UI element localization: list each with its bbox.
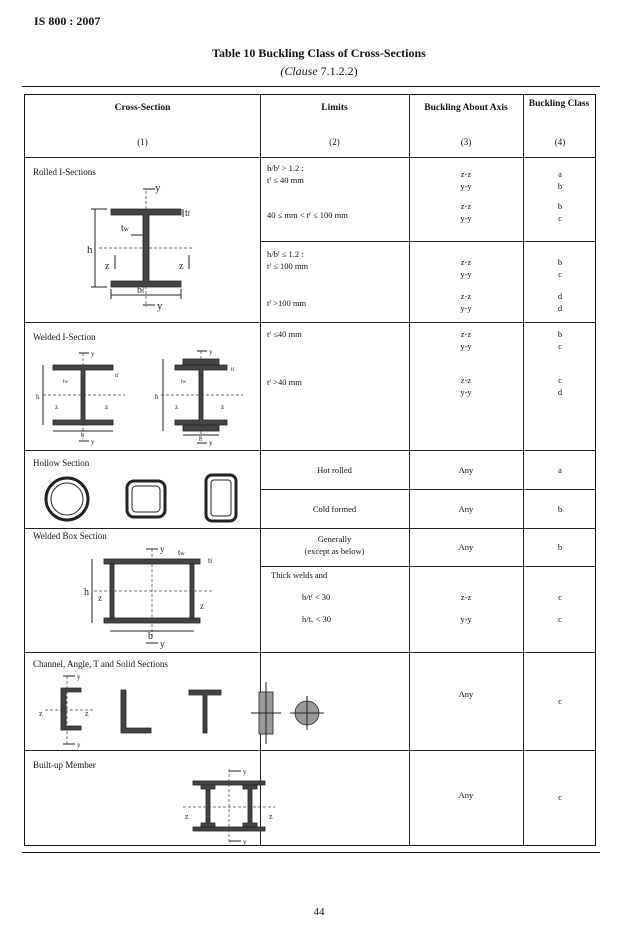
class-value: c [558,592,562,602]
svg-text:z: z [185,812,189,821]
axis-any: Any [458,542,474,552]
class-value: b [557,181,563,191]
axis-zz: z-z [460,169,472,179]
svg-text:h: h [155,393,159,401]
svg-text:y: y [77,673,81,681]
svg-text:y: y [160,639,165,649]
box-limit-generally: Generally [317,534,352,544]
axis-any: Any [458,689,474,699]
class-value: a [558,465,562,475]
rolled-limit-tf-gt100: tᶠ >100 mm [267,298,307,308]
class-value: c [558,614,562,624]
row-divider-header [25,157,595,158]
svg-text:z: z [221,403,225,411]
rolled-limit-tf-le100: tᶠ ≤ 100 mm [267,261,309,271]
axis-any: Any [458,465,474,475]
channel-angle-t-solid-diagram [37,672,337,748]
class-value: b [557,257,563,267]
svg-text:z: z [200,601,204,611]
box-limit-except: (except as below) [304,546,365,556]
axis-zz: z-z [460,592,472,602]
col-num-3: (3) [460,137,472,147]
svg-text:tw: tw [63,379,69,385]
class-value: c [558,341,562,351]
hollow-limit-cold-formed: Cold formed [312,504,357,514]
rolled-limit-hb-gt: h/bᶠ > 1.2 : [267,163,304,173]
row-divider-rolled [25,322,595,323]
section-label-channel: Channel, Angle, T and Solid Sections [33,659,168,669]
svg-text:y: y [243,838,247,846]
col-num-4: (4) [554,137,566,147]
svg-text:tf: tf [231,367,235,373]
class-value: c [558,375,562,385]
class-value: c [558,792,562,802]
welded-i-section-diagram-2 [153,349,263,445]
welded-i-section-diagram-1 [35,349,145,445]
svg-text:z: z [175,403,179,411]
svg-text:y: y [91,438,95,446]
svg-text:b: b [199,437,202,443]
axis-yy: y-y [460,269,472,279]
table-title: Table 10 Buckling Class of Cross-Sections [212,46,426,60]
rolled-limit-tf-40-100: 40 ≤ mm < tᶠ ≤ 100 mm [267,210,348,220]
class-value: c [558,213,562,223]
svg-text:y: y [160,544,165,554]
svg-text:y: y [243,768,247,776]
welded-limit-tf-gt40: tᶠ >40 mm [267,377,302,387]
svg-text:b: b [81,433,84,439]
col-header-class: Buckling Class [528,99,590,109]
row-divider-hollow-sub [260,489,595,490]
row-divider-box-sub [260,566,595,567]
svg-text:z: z [98,593,102,603]
section-label-rolled: Rolled I-Sections [33,167,96,177]
class-value: b [557,542,563,552]
svg-text:tf: tf [115,373,119,379]
builtup-member-diagram [165,767,295,845]
row-divider-hollow [25,528,595,529]
axis-yy: y-y [460,213,472,223]
class-value: b [557,504,563,514]
axis-any: Any [458,790,474,800]
row-divider-rolled-sub [260,241,595,242]
axis-zz: z-z [460,257,472,267]
svg-text:bf: bf [137,285,145,296]
row-divider-box [25,652,595,653]
svg-text:y: y [209,439,213,447]
row-divider-channel [25,750,595,751]
axis-yy: y-y [460,303,472,313]
class-value: c [558,269,562,279]
svg-text:tw: tw [181,379,187,385]
bottom-rule [22,852,600,853]
row-divider-welded-i [25,450,595,451]
svg-text:y: y [209,348,213,356]
svg-text:y: y [77,741,81,749]
rolled-limit-hb-le: h/bᶠ ≤ 1.2 : [267,249,304,259]
section-label-builtup: Built-up Member [33,760,96,770]
axis-zz: z-z [460,201,472,211]
axis-zz: z-z [460,375,472,385]
svg-text:y: y [157,300,163,312]
svg-text:tf: tf [185,208,191,219]
hollow-sections-diagram [43,475,243,523]
box-limit-h-tw: h/tᵥ < 30 [302,614,332,624]
svg-text:z: z [39,709,43,718]
col-header-axis: Buckling About Axis [424,103,508,113]
top-rule [22,86,600,87]
axis-yy: y-y [460,341,472,351]
svg-text:z: z [179,261,184,272]
clause-prefix: (Clause [280,64,318,78]
box-limit-thick-welds: Thick welds and [271,570,328,580]
page-number: 44 [313,906,325,918]
svg-text:z: z [105,261,110,272]
svg-text:y: y [91,350,95,358]
svg-text:tw: tw [178,548,185,557]
svg-text:tf: tf [208,556,213,565]
section-label-welded-i: Welded I-Section [33,332,96,342]
section-label-hollow: Hollow Section [33,458,90,468]
section-label-box: Welded Box Section [33,531,107,541]
col-num-2: (2) [329,137,340,147]
class-value: d [557,387,563,397]
col-num-1: (1) [137,137,148,147]
axis-yy: y-y [460,387,472,397]
col-header-cross-section: Cross-Section [114,103,171,113]
class-value: a [558,169,562,179]
welded-limit-tf-le40: tᶠ ≤40 mm [267,329,302,339]
svg-text:tw: tw [121,223,129,234]
svg-text:z: z [85,709,89,718]
rolled-i-section-diagram [85,183,205,313]
standard-header: IS 800 : 2007 [34,14,101,28]
axis-zz: z-z [460,329,472,339]
class-value: b [557,329,563,339]
class-value: d [557,291,563,301]
class-value: d [557,303,563,313]
class-value: c [558,696,562,706]
svg-text:y: y [155,182,161,194]
buckling-class-table [24,94,596,846]
rolled-limit-tf-le40: tᶠ ≤ 40 mm [267,175,304,185]
svg-text:z: z [105,403,109,411]
hollow-limit-hot-rolled: Hot rolled [317,465,352,475]
welded-box-section-diagram [80,545,230,649]
svg-text:b: b [148,631,153,642]
clause-number: 7.1.2.2) [320,64,358,78]
svg-text:h: h [84,587,89,598]
svg-text:z: z [269,812,273,821]
svg-text:z: z [55,403,59,411]
svg-text:h: h [87,244,93,256]
axis-yy: y-y [460,181,472,191]
svg-text:h: h [36,393,40,401]
axis-yy: y-y [460,614,472,624]
clause-reference [0,64,638,79]
axis-any: Any [458,504,474,514]
class-value: b [557,201,563,211]
col-header-limits: Limits [321,103,348,113]
axis-zz: z-z [460,291,472,301]
box-limit-b-tf: b/tᶠ < 30 [302,592,331,602]
